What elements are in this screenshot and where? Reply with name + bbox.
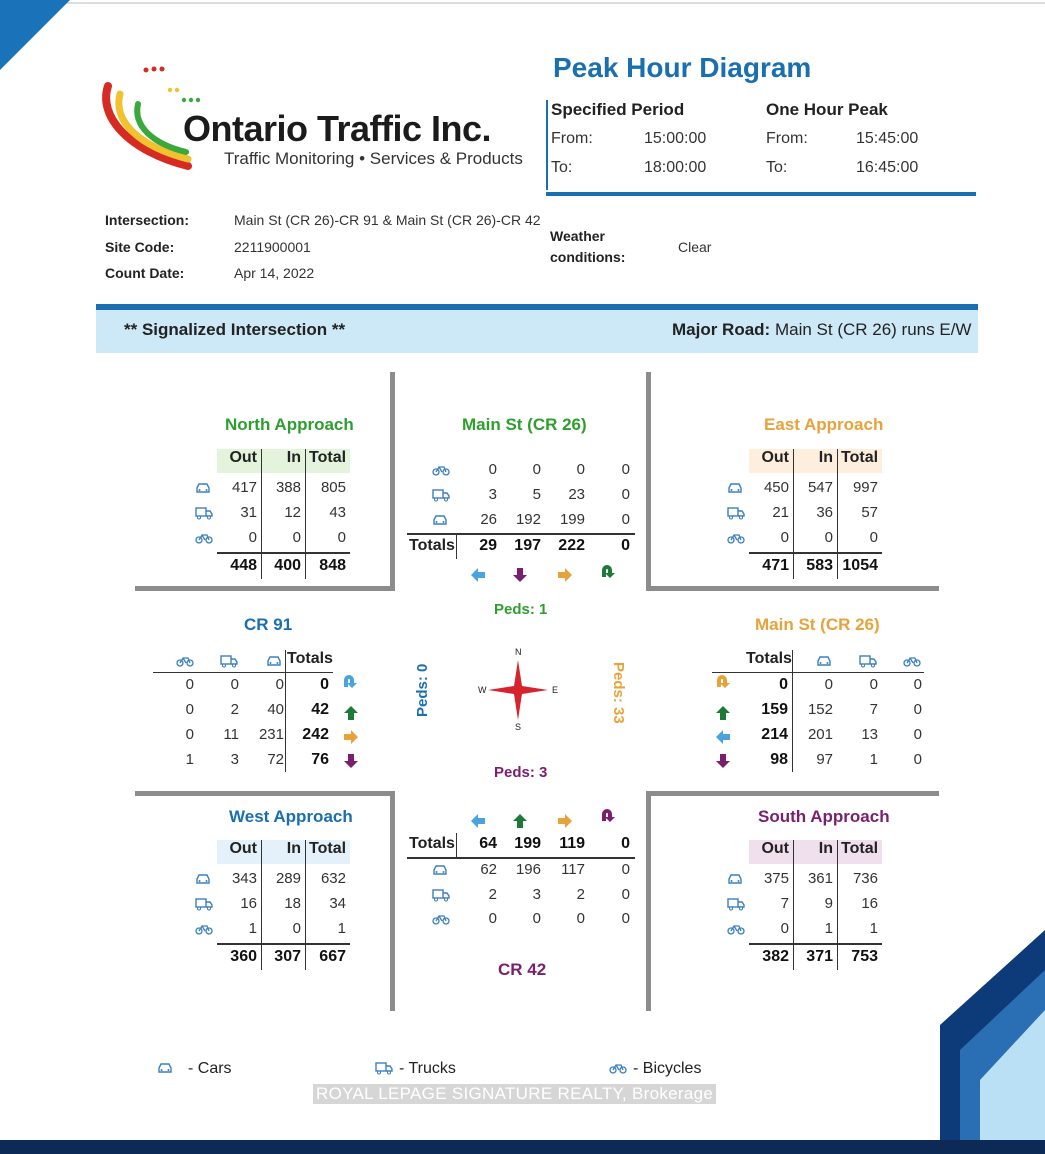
- north-leg-cell: 3: [488, 486, 497, 503]
- south_approach-cell: 7: [780, 895, 789, 912]
- east_approach-cell: 547: [807, 479, 833, 496]
- north_approach-cell: 0: [292, 529, 301, 546]
- north-leg-totals-label: Totals: [409, 537, 455, 554]
- south-approach-title: South Approach: [758, 807, 890, 826]
- header-underline: [546, 192, 976, 196]
- south-leg-total-cell: 0: [621, 835, 630, 852]
- specified-to-label: To:: [551, 159, 573, 176]
- east-leg-cell: 0: [779, 676, 788, 693]
- south_approach-cell: 16: [861, 895, 878, 912]
- east-in-header: In: [818, 449, 833, 466]
- south-leg-car-icon: [432, 864, 450, 878]
- south-leg-cell: 2: [488, 886, 497, 903]
- south-leg-cell: 117: [561, 861, 585, 878]
- north_approach-cell: 417: [231, 479, 257, 496]
- east_approach-cell: 0: [824, 529, 833, 546]
- north-leg-car-icon: [432, 514, 450, 528]
- compass-icon: [478, 650, 558, 730]
- west_approach-total-line: [217, 943, 350, 945]
- south-through-arrow-icon: [511, 812, 529, 830]
- east_approach-cell: 450: [763, 479, 789, 496]
- east-leg-cell: 201: [807, 726, 833, 743]
- corner-decoration: [0, 0, 70, 70]
- east-left-turn-arrow-icon: [714, 704, 732, 722]
- north-leg-cell: 5: [532, 486, 541, 503]
- count-date-value: Apr 14, 2022: [234, 265, 315, 281]
- south-leg-title: CR 42: [498, 960, 547, 979]
- east-leg-header-line: [712, 672, 924, 673]
- wall-ne-vertical: [646, 372, 651, 590]
- east-leg-cell: 0: [824, 676, 833, 693]
- wall-sw-vertical: [390, 791, 395, 1011]
- north-leg-cell: 0: [532, 461, 541, 478]
- intersection-value: Main St (CR 26)-CR 91 & Main St (CR 26)-CR 42: [234, 212, 541, 228]
- east_approach-car-icon: [727, 482, 745, 496]
- peak-to-value: 16:45:00: [856, 159, 919, 176]
- west-leg-cell: 0: [275, 676, 284, 693]
- company-name: Ontario Traffic Inc.: [183, 108, 492, 149]
- west_approach-total-cell: 307: [274, 948, 301, 965]
- footer-bar: [0, 1140, 1045, 1154]
- north-through-arrow-icon: [511, 566, 529, 584]
- east-leg-cell: 1: [869, 751, 878, 768]
- wall-nw-vertical: [390, 372, 395, 590]
- east_approach-truck-icon: [727, 507, 745, 521]
- east_approach-total-cell: 1054: [842, 557, 878, 574]
- south_approach-cell: 375: [763, 870, 789, 887]
- header-divider: [546, 100, 548, 190]
- west_approach-cell: 18: [284, 895, 301, 912]
- legend-trucks: - Trucks: [399, 1060, 456, 1077]
- west-leg-car-icon: [266, 655, 284, 669]
- site-code-label: Site Code:: [105, 239, 175, 255]
- legend-bike-icon: [609, 1062, 627, 1076]
- north-leg-cell: 0: [488, 461, 497, 478]
- page-title: Peak Hour Diagram: [553, 52, 812, 83]
- west-leg-cell: 1: [185, 751, 194, 768]
- south_approach-bike-icon: [727, 923, 745, 937]
- north-leg-total-line: [407, 533, 635, 535]
- compass-s: S: [515, 722, 522, 732]
- count-date-label: Count Date:: [105, 265, 185, 281]
- east-uturn-arrow-icon: [713, 672, 731, 690]
- north_approach-car-icon: [195, 482, 213, 496]
- south-uturn-arrow-icon: [598, 806, 616, 824]
- north_approach-cell: 43: [329, 504, 346, 521]
- north-leg-truck-icon: [432, 489, 450, 503]
- south-right-turn-arrow-icon: [556, 812, 574, 830]
- south-leg-total-cell: 199: [514, 835, 541, 852]
- weather-label-line1: Weather: [550, 228, 605, 244]
- signalized-label: ** Signalized Intersection **: [124, 320, 346, 339]
- west-uturn-arrow-icon: [340, 672, 358, 690]
- east-out-header: Out: [761, 449, 789, 466]
- north_approach-total-cell: 848: [319, 557, 346, 574]
- wall-sw-horizontal: [135, 791, 395, 796]
- west-leg-cell: 11: [223, 726, 239, 743]
- south-leg-cell: 62: [480, 861, 497, 878]
- north-total-header: Total: [309, 449, 347, 466]
- north-left-turn-arrow-icon: [556, 566, 574, 584]
- west-out-header: Out: [229, 840, 257, 857]
- south_approach-total-cell: 753: [851, 948, 878, 965]
- south-leg-total-cell: 119: [559, 835, 585, 852]
- major-road-label: Major Road:: [672, 320, 771, 339]
- west-leg-cell: 0: [230, 676, 239, 693]
- west_approach-total-cell: 667: [319, 948, 346, 965]
- south-leg-cell: 0: [532, 910, 541, 927]
- west-leg-divider: [285, 650, 286, 772]
- south_approach-cell: 1: [869, 920, 878, 937]
- east-leg-cell: 97: [816, 751, 833, 768]
- weather-label-line2: conditions:: [550, 249, 626, 265]
- watermark: ROYAL LEPAGE SIGNATURE REALTY, Brokerage: [313, 1084, 716, 1104]
- west-approach-title: West Approach: [229, 807, 353, 826]
- east-leg-car-icon: [816, 655, 834, 669]
- west-leg-cell: 76: [311, 751, 329, 768]
- east_approach-cell: 36: [816, 504, 833, 521]
- south-leg-bike-icon: [432, 913, 450, 927]
- east_approach-cell: 0: [869, 529, 878, 546]
- west-leg-cell: 72: [267, 751, 284, 768]
- south-leg-cell: 0: [621, 910, 630, 927]
- specified-period-label: Specified Period: [551, 100, 685, 119]
- south_approach-cell: 9: [824, 895, 833, 912]
- south-leg-total-cell: 64: [479, 835, 497, 852]
- north_approach-cell: 31: [240, 504, 257, 521]
- weather-value: Clear: [678, 239, 712, 255]
- south-leg-cell: 0: [621, 886, 630, 903]
- east-leg-bike-icon: [903, 655, 921, 669]
- south-leg-cell: 0: [576, 910, 585, 927]
- south_approach-car-icon: [727, 873, 745, 887]
- west_approach-cell: 343: [231, 870, 257, 887]
- north-leg-total-cell: 29: [479, 537, 497, 554]
- west-leg-cell: 0: [185, 676, 194, 693]
- north-leg-cell: 0: [621, 511, 630, 528]
- north_approach-bike-icon: [195, 532, 213, 546]
- west-leg-cell: 0: [185, 726, 194, 743]
- west_approach-car-icon: [195, 873, 213, 887]
- north-leg-cell: 0: [621, 486, 630, 503]
- west_approach-cell: 16: [240, 895, 257, 912]
- west_approach-cell: 1: [337, 920, 346, 937]
- west-leg-cell: 242: [302, 726, 329, 743]
- east-approach-title: East Approach: [764, 415, 884, 434]
- east-total-header: Total: [841, 449, 879, 466]
- specified-from-value: 15:00:00: [644, 130, 707, 147]
- north-leg-total-cell: 0: [621, 537, 630, 554]
- west-leg-cell: 231: [258, 726, 284, 743]
- east_approach-total-cell: 583: [806, 557, 833, 574]
- east_approach-bike-icon: [727, 532, 745, 546]
- north-in-header: In: [286, 449, 301, 466]
- major-road: [672, 320, 971, 340]
- south-leg-totals-divider: [456, 833, 457, 859]
- west_approach-truck-icon: [195, 898, 213, 912]
- company-tagline: Traffic Monitoring • Services & Products: [224, 149, 523, 168]
- north_approach-cell: 388: [275, 479, 301, 496]
- peak-from-label: From:: [766, 130, 808, 147]
- north-leg-total-cell: 222: [558, 537, 585, 554]
- legend-car-icon: [157, 1062, 175, 1076]
- east-leg-cell: 0: [913, 701, 922, 718]
- north-leg-cell: 192: [515, 511, 541, 528]
- east-leg-totals-label: Totals: [746, 650, 792, 667]
- south-leg-totals-label: Totals: [409, 835, 455, 852]
- north-leg-title: Main St (CR 26): [462, 415, 587, 434]
- north_approach-cell: 0: [248, 529, 257, 546]
- major-road-value: Main St (CR 26) runs E/W: [774, 320, 972, 339]
- wall-nw-horizontal: [135, 586, 395, 591]
- intersection-label: Intersection:: [105, 212, 190, 228]
- south-total-header: Total: [841, 840, 879, 857]
- south-left-turn-arrow-icon: [469, 812, 487, 830]
- west-leg-truck-icon: [220, 655, 238, 669]
- wall-se-horizontal: [646, 791, 939, 796]
- west-leg-header-line: [153, 672, 333, 673]
- east-leg-cell: 152: [807, 701, 833, 718]
- wall-ne-horizontal: [646, 586, 939, 591]
- west_approach-cell: 34: [329, 895, 346, 912]
- one-hour-peak-label: One Hour Peak: [766, 100, 888, 119]
- south_approach-total-line: [749, 943, 882, 945]
- north-leg-cell: 199: [559, 511, 585, 528]
- compass-w: W: [478, 685, 487, 695]
- west-leg-cell: 42: [311, 701, 329, 718]
- south_approach-total-cell: 382: [762, 948, 789, 965]
- peak-from-value: 15:45:00: [856, 130, 919, 147]
- north-leg-cell: 0: [621, 461, 630, 478]
- west-leg-title: CR 91: [244, 615, 293, 634]
- south_approach-total-cell: 371: [806, 948, 833, 965]
- west-total-header: Total: [309, 840, 347, 857]
- compass-e: E: [552, 685, 559, 695]
- north-right-turn-arrow-icon: [469, 566, 487, 584]
- west-leg-cell: 3: [230, 751, 239, 768]
- north-leg-cell: 26: [480, 511, 497, 528]
- east_approach-cell: 0: [780, 529, 789, 546]
- west-through-arrow-icon: [342, 728, 360, 746]
- north_approach-total-cell: 400: [274, 557, 301, 574]
- east-peds: Peds: 33: [610, 662, 627, 724]
- north-approach-title: North Approach: [225, 415, 354, 434]
- east_approach-cell: 57: [861, 504, 878, 521]
- west_approach-bike-icon: [195, 923, 213, 937]
- specified-from-label: From:: [551, 130, 593, 147]
- west_approach-cell: 0: [292, 920, 301, 937]
- north_approach-total-cell: 448: [230, 557, 257, 574]
- west-peds: Peds: 0: [414, 663, 431, 717]
- east-leg-cell: 214: [761, 726, 788, 743]
- north-peds: Peds: 1: [494, 601, 548, 618]
- south-out-header: Out: [761, 840, 789, 857]
- wall-se-vertical: [646, 791, 651, 1011]
- west-leg-totals-label: Totals: [287, 650, 333, 667]
- south-leg-cell: 3: [532, 886, 541, 903]
- south-in-header: In: [818, 840, 833, 857]
- west-leg-bike-icon: [176, 655, 194, 669]
- legend-truck-icon: [375, 1062, 393, 1076]
- north_approach-cell: 0: [337, 529, 346, 546]
- east-leg-cell: 0: [913, 676, 922, 693]
- legend-cars: - Cars: [188, 1060, 232, 1077]
- east-leg-truck-icon: [859, 655, 877, 669]
- specified-to-value: 18:00:00: [644, 159, 707, 176]
- east-through-arrow-icon: [714, 728, 732, 746]
- site-code-value: 2211900001: [234, 239, 311, 255]
- east_approach-cell: 21: [772, 504, 789, 521]
- north_approach-total-line: [217, 552, 350, 554]
- west_approach-cell: 289: [275, 870, 301, 887]
- north-leg-total-cell: 197: [514, 537, 541, 554]
- north-leg-bike-icon: [432, 464, 450, 478]
- south-leg-total-line: [407, 857, 635, 859]
- east-leg-cell: 13: [861, 726, 878, 743]
- east-leg-cell: 98: [770, 751, 788, 768]
- south-leg-truck-icon: [432, 889, 450, 903]
- west_approach-total-cell: 360: [230, 948, 257, 965]
- south_approach-cell: 0: [780, 920, 789, 937]
- east-right-turn-arrow-icon: [714, 752, 732, 770]
- west-leg-cell: 2: [230, 701, 239, 718]
- north-out-header: Out: [229, 449, 257, 466]
- north_approach-truck-icon: [195, 507, 213, 521]
- north_approach-cell: 12: [284, 504, 301, 521]
- south_approach-cell: 736: [852, 870, 878, 887]
- compass-n: N: [515, 647, 522, 657]
- peak-to-label: To:: [766, 159, 788, 176]
- west-in-header: In: [286, 840, 301, 857]
- south-peds: Peds: 3: [494, 764, 548, 781]
- west_approach-cell: 1: [248, 920, 257, 937]
- south_approach-truck-icon: [727, 898, 745, 912]
- west-leg-cell: 0: [185, 701, 194, 718]
- south-leg-cell: 0: [488, 910, 497, 927]
- west-left-turn-arrow-icon: [342, 704, 360, 722]
- south-leg-cell: 0: [621, 861, 630, 878]
- west_approach-cell: 632: [320, 870, 346, 887]
- south_approach-cell: 361: [807, 870, 833, 887]
- north-leg-cell: 23: [568, 486, 585, 503]
- corner-stripes-decoration: [940, 930, 1045, 1140]
- east_approach-total-line: [749, 552, 882, 554]
- south-leg-cell: 2: [576, 886, 585, 903]
- east-leg-cell: 0: [869, 676, 878, 693]
- north-uturn-arrow-icon: [598, 562, 616, 580]
- south-leg-cell: 196: [515, 861, 541, 878]
- west-right-turn-arrow-icon: [342, 752, 360, 770]
- east-leg-cell: 0: [913, 726, 922, 743]
- east_approach-cell: 997: [852, 479, 878, 496]
- east-leg-title: Main St (CR 26): [755, 615, 880, 634]
- top-border: [0, 2, 1045, 4]
- east-leg-cell: 0: [913, 751, 922, 768]
- north_approach-cell: 805: [320, 479, 346, 496]
- south_approach-cell: 1: [824, 920, 833, 937]
- north-leg-cell: 0: [576, 461, 585, 478]
- legend-bicycles: - Bicycles: [633, 1060, 702, 1077]
- west-leg-cell: 0: [320, 676, 329, 693]
- east-leg-cell: 159: [761, 701, 788, 718]
- west-leg-cell: 40: [267, 701, 284, 718]
- east-leg-cell: 7: [869, 701, 878, 718]
- east_approach-total-cell: 471: [762, 557, 789, 574]
